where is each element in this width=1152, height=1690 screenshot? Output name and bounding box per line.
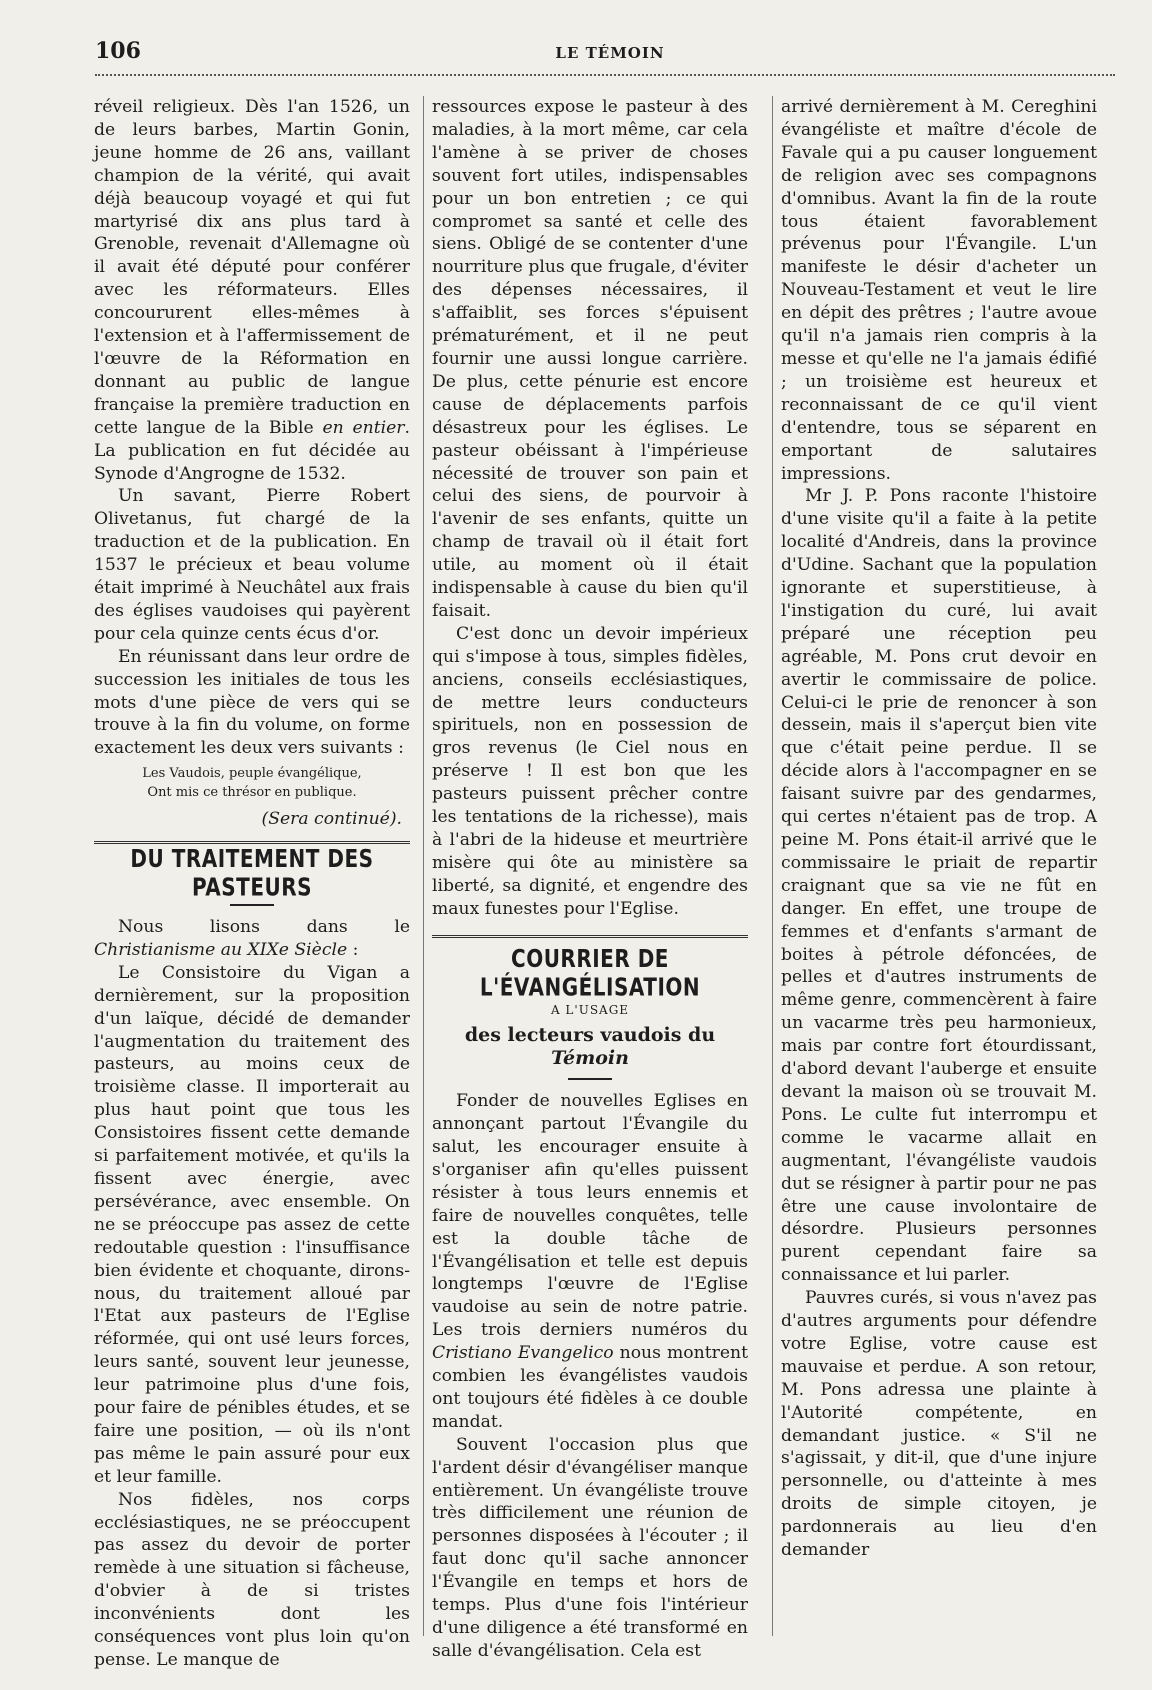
- paragraph: réveil religieux. Dès l'an 1526, un de leurs barbes, Martin Gonin, jeune homme de 26 ans, vaillant champion de la vérité, qui avait déjà beaucoup voyagé et qui fut martyrisé dix ans plus tard à Grenoble, revenait d'Allemagne où il avait été député pour conférer avec les réformateurs. Elles concoururent elles-mêmes à l'extension et à l'affermissement de l'œuvre de la Réformation en donnant au public de langue française la première traduction en cette langue de la Bible en entier. La publication en fut décidée au Synode d'Angrogne de 1532.: [94, 97, 410, 484]
- paragraph: Souvent l'occasion plus que l'ardent désir d'évangéliser manque entièrement. Un évangéliste trouve très difficilement une réunion de personnes disposées à l'écouter ; il faut donc qu'il sache annoncer l'Évangile en temps et hors de temps. Plus d'une fois l'intérieur d'une diligence a été transformé en salle d'évangélisation. Cela est: [432, 1434, 748, 1661]
- page-header: [0, 38, 1152, 68]
- paragraph: Un savant, Pierre Robert Olivetanus, fut chargé de la traduction et de la publication. En 1537 le précieux et beau volume était imprimé à Neuchâtel aux frais des églises vaudoises qui payèrent pour cela quinze cents écus d'or.: [94, 486, 410, 644]
- subheading-small: A L'USAGE: [550, 1003, 630, 1018]
- paragraph: Pauvres curés, si vous n'avez pas d'autres arguments pour défendre votre Eglise, votre cause est mauvaise et perdue. A son retour, M. Pons adressa une plainte à l'Autorité compétente, en demandant justice. « S'il ne s'agissait, y dit-il, que d'une injure personnelle, ou d'atteinte à mes droits de simple citoyen, je pardonnerais au lieu d'en demander: [781, 1288, 1097, 1561]
- paragraph: En réunissant dans leur ordre de succession les initiales de tous les mots d'une pièce de vers qui se trouve à la fin du volume, on forme exactement les deux vers suivants :: [94, 646, 410, 759]
- column-separator: [772, 96, 773, 1636]
- section-rule: [432, 935, 748, 938]
- short-rule: [230, 904, 274, 906]
- poem-line: Ont mis ce thrésor en publique.: [147, 785, 357, 801]
- paragraph: Nos fidèles, nos corps ecclésiastiques, ne se préoccupent pas assez du devoir de porter remède à une situation si fâcheuse, d'obvier à de si tristes inconvénients dont les conséquences vont plus loin qu'on pense. Le manque de: [94, 1489, 410, 1670]
- column-3: [781, 96, 1097, 1656]
- paragraph: C'est donc un devoir impérieux qui s'impose à tous, simples fidèles, anciens, conseils ecclésiastiques, de mettre leurs conducteurs spirituels, non en possession de gros revenus (le Ciel nous en préserve ! Il est bon que les pasteurs puissent prêcher contre les tentations de la richesse), mais à l'abri de la hideuse et meurtrière misère qui ôte au ministère sa liberté, sa dignité, et engendre des maux funestes pour l'Eglise.: [432, 623, 748, 919]
- section-heading: DU TRAITEMENT DES PASTEURS: [130, 843, 374, 902]
- column-separator: [423, 96, 424, 1636]
- paragraph: arrivé dernièrement à M. Cereghini évangéliste et maître d'école de Favale qui a pu causer longuement de religion avec ses compagnons d'omnibus. Avant la fin de la route tous étaient favorablement prévenus pour l'Évangile. L'un manifeste le désir d'acheter un Nouveau-Testament et veut le lire en dépit des prêtres ; l'autre avoue qu'il n'a jamais rien compris à la messe et qu'elle ne l'a jamais édifié ; un troisième est heureux et reconnaissant de ce qu'il vient d'entendre, tous se séparent en emportant de salutaires impressions.: [781, 97, 1097, 484]
- page-number: 106: [95, 38, 141, 64]
- paragraph: Nous lisons dans le Christianisme au XIXe Siècle :: [94, 917, 410, 960]
- short-rule: [568, 1078, 612, 1080]
- section-heading: COURRIER DE L'ÉVANGÉLISATION: [479, 942, 701, 1002]
- subheading-large: des lecteurs vaudois du Témoin: [464, 1024, 716, 1070]
- header-rule: [95, 74, 1115, 76]
- to-be-continued: (Sera continué).: [261, 809, 402, 830]
- poem-line: Les Vaudois, peuple évangélique,: [142, 766, 362, 782]
- column-2: [432, 96, 748, 1661]
- paragraph: Le Consistoire du Vigan a dernièrement, sur la proposition d'un laïque, décidé de demander l'augmentation du traitement des pasteurs, au moins ceux de troisième classe. Il importerait au plus haut point que tous les Consistoires fissent cette demande si parfaitement motivée, et qu'ils la fissent avec énergie, avec persévérance, avec ensemble. On ne se préoccupe pas assez de cette redoutable question : l'insuffisance bien évidente et choquante, dirons-nous, du traitement alloué par l'Etat aux pasteurs de l'Eglise réformée, qui ont usé leurs forces, leurs santé, souvent leur jeunesse, leur patrimoine plus d'une fois, pour faire de pénibles études, et se faire une position, — où ils n'ont pas même le pain assuré pour eux et leur famille.: [94, 962, 410, 1487]
- paragraph: Mr J. P. Pons raconte l'histoire d'une visite qu'il a faite à la petite localité d'Andreis, dans la province d'Udine. Sachant que la population ignorante et superstitieuse, à l'instigation du curé, lui avait préparé une réception peu agréable, M. Pons crut devoir en avertir le commissaire de police. Celui-ci le prie de renoncer à son dessein, mais il s'aperçut bien vite que c'était peine perdue. Il se décide alors à l'accompagner en se faisant suivre par des gendarmes, qui certes n'étaient pas de trop. A peine M. Pons était-il arrivé que le commissaire le priait de repartir craignant que sa vie ne fût en danger. En effet, une troupe de femmes et d'enfants s'armant de boites à pétrole défoncées, de pelles et d'autres instruments de même genre, commencèrent à faire un vacarme très peu harmonieux, mais par contre fort étourdissant, d'abord devant l'auberge et ensuite devant la maison où se trouvait M. Pons. Le culte fut interrompu et comme le vacarme allait en augmentant, l'évangéliste vaudois dut se résigner à partir pour ne pas être une cause involontaire de désordre. Plusieurs personnes purent cependant faire sa connaissance et lui parler.: [781, 486, 1097, 1286]
- poem-quote: [94, 764, 410, 802]
- paragraph: ressources expose le pasteur à des maladies, à la mort même, car cela l'amène à se priver de choses souvent fort utiles, indispensables pour un bon entretien ; ce qui compromet sa santé et celle des siens. Obligé de se contenter d'une nourriture plus que frugale, d'éviter des dépenses nécessaires, il s'affaiblit, ses forces s'épuisent prématurément, et il ne peut fournir une aussi longue carrière. De plus, cette pénurie est encore cause de déplacements parfois désastreux pour les églises. Le pasteur obéissant à l'impérieuse nécessité de trouver son pain et celui des siens, de pourvoir à l'avenir de ses enfants, quitte un champ de travail où il était fort utile, au moment où il était indispensable à cause du bien qu'il faisait.: [432, 97, 748, 621]
- paragraph: Fonder de nouvelles Eglises en annonçant partout l'Évangile du salut, les encourager ensuite à s'organiser afin qu'elles puissent résister à tous leurs ennemis et faire de nouvelles conquêtes, telle est la double tâche de l'Évangélisation et telle est depuis longtemps l'œuvre de l'Eglise vaudoise au sein de notre patrie. Les trois derniers numéros du Cristiano Evangelico nous montrent combien les évangélistes vaudois ont toujours été fidèles à ce double mandat.: [432, 1091, 748, 1432]
- column-1: [94, 96, 410, 1670]
- journal-title: LE TÉMOIN: [555, 44, 665, 62]
